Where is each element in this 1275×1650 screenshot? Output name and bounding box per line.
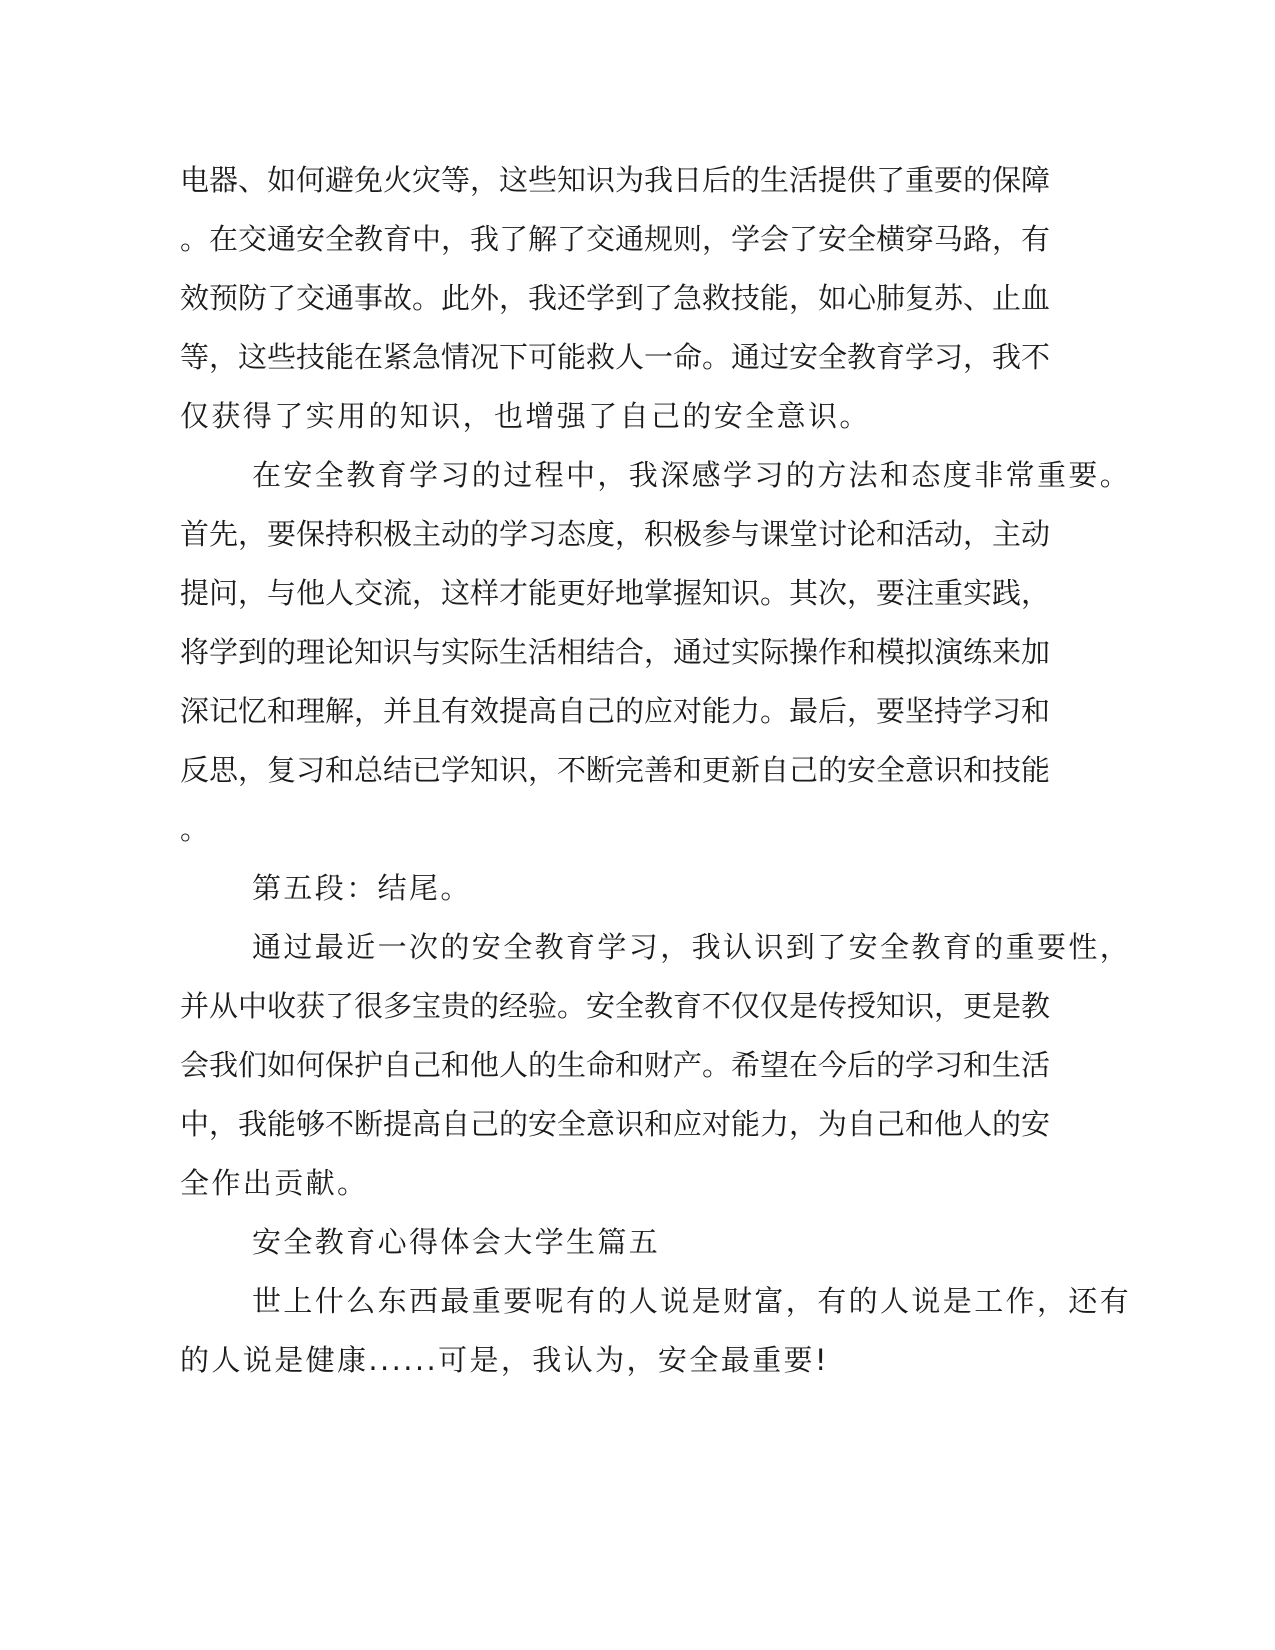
text-line: 电器、如何避免火灾等，这些知识为我日后的生活提供了重要的保障 [180, 163, 1051, 197]
text-line: 中，我能够不断提高自己的安全意识和应对能力，为自己和他人的安 [180, 1107, 1051, 1141]
text-line: 将学到的理论知识与实际生活相结合，通过实际操作和模拟演练来加 [180, 635, 1051, 669]
text-line: 仅获得了实用的知识，也增强了自己的安全意识。 [180, 399, 871, 433]
text-line: 等，这些技能在紧急情况下可能救人一命。通过安全教育学习，我不 [180, 340, 1051, 374]
text-line: 提问，与他人交流，这样才能更好地掌握知识。其次，要注重实践， [180, 576, 1051, 610]
text-line: 效预防了交通事故。此外，我还学到了急救技能，如心肺复苏、止血 [180, 281, 1051, 315]
text-line: 反思，复习和总结已学知识，不断完善和更新自己的安全意识和技能 [180, 753, 1051, 787]
text-line: 全作出贡献。 [180, 1166, 369, 1200]
text-line: 深记忆和理解，并且有效提高自己的应对能力。最后，要坚持学习和 [180, 694, 1051, 728]
section-heading: 第五段：结尾。 [252, 871, 472, 905]
text-line: 。在交通安全教育中，我了解了交通规则，学会了安全横穿马路，有 [180, 222, 1051, 256]
text-line: 并从中收获了很多宝贵的经验。安全教育不仅仅是传授知识，更是教 [180, 989, 1051, 1023]
text-line: 。 [180, 812, 212, 846]
text-line: 的人说是健康......可是，我认为，安全最重要! [180, 1343, 829, 1377]
text-line: 首先，要保持积极主动的学习态度，积极参与课堂讨论和活动，主动 [180, 517, 1051, 551]
text-line: 通过最近一次的安全教育学习，我认识到了安全教育的重要性， [252, 930, 1132, 964]
article-title: 安全教育心得体会大学生篇五 [252, 1225, 661, 1259]
text-line: 在安全教育学习的过程中，我深感学习的方法和态度非常重要。 [252, 458, 1132, 492]
text-line: 会我们如何保护自己和他人的生命和财产。希望在今后的学习和生活 [180, 1048, 1051, 1082]
text-line: 世上什么东西最重要呢有的人说是财富，有的人说是工作，还有 [252, 1284, 1132, 1318]
